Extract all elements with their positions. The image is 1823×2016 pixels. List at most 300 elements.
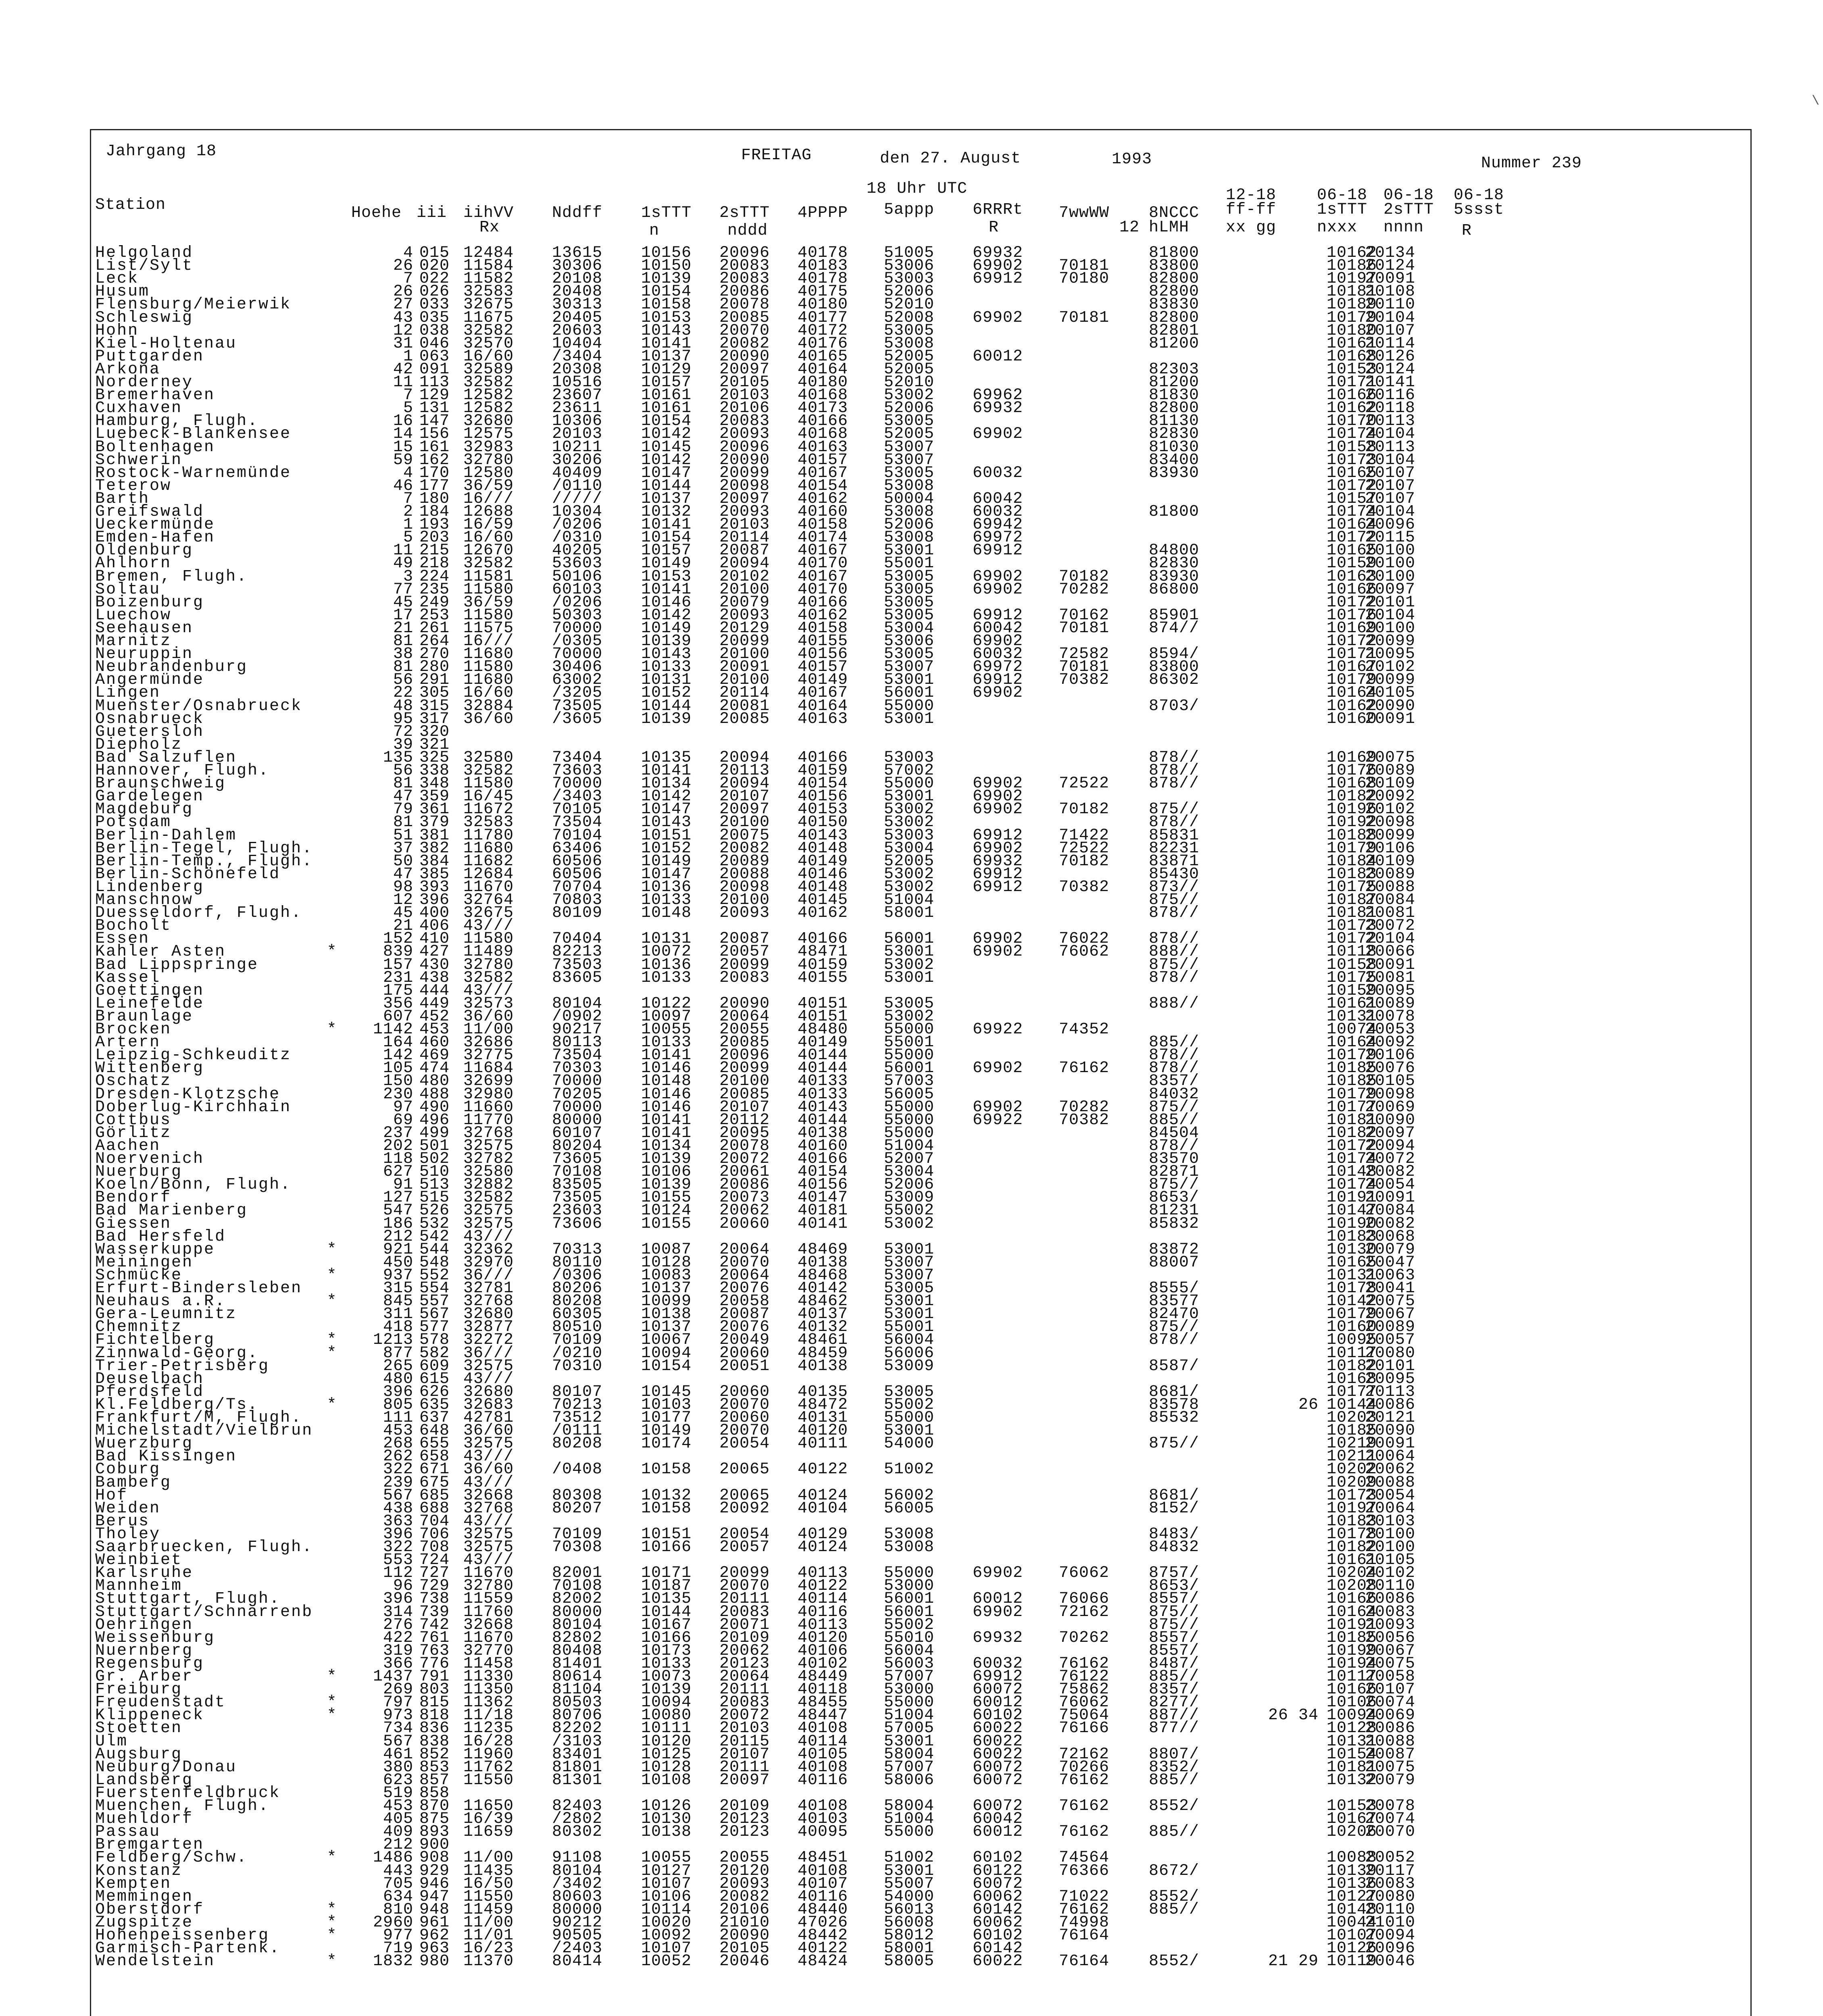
- synop-group-2: 13615: [552, 244, 603, 262]
- synop-group-1: 32575: [463, 1525, 514, 1543]
- station-number: 626: [419, 1383, 450, 1401]
- synop-group-2: 70205: [552, 1085, 603, 1104]
- col-station: Station: [95, 196, 166, 214]
- synop-group-1: 12580: [463, 464, 514, 482]
- synop-group-5: 40183: [798, 257, 848, 275]
- synop-group-2: 80706: [552, 1706, 603, 1725]
- synop-group-2: 70303: [552, 1059, 603, 1078]
- station-height: 127: [383, 1189, 413, 1207]
- synop-group-11: 10171: [1327, 645, 1377, 664]
- synop-group-7: 69912: [973, 606, 1023, 625]
- synop-group-12: 20097: [1365, 580, 1416, 599]
- synop-group-7: 69972: [973, 529, 1023, 547]
- synop-group-12: 20088: [1365, 1473, 1416, 1492]
- station-name: Flensburg/Meierwik: [95, 296, 292, 314]
- synop-group-12: 20103: [1365, 1512, 1416, 1531]
- station-name: Berlin-Temp., Flugh.: [95, 852, 313, 871]
- jahrgang-label: Jahrgang 18: [106, 142, 217, 160]
- synop-group-9: 84032: [1149, 1085, 1200, 1104]
- synop-group-7: 60032: [973, 503, 1023, 521]
- synop-group-6: 57005: [884, 1719, 935, 1738]
- synop-group-6: 51004: [884, 891, 935, 909]
- station-number: 609: [419, 1357, 450, 1375]
- synop-group-3: 10133: [641, 968, 692, 987]
- synop-group-3: 10073: [641, 1668, 692, 1686]
- synop-group-3: 10087: [641, 1240, 692, 1259]
- station-number: 685: [419, 1486, 450, 1505]
- synop-group-12: 20078: [1365, 1797, 1416, 1815]
- table-row: [0, 1357, 1823, 1375]
- station-name: Dresden-Klotzsche: [95, 1085, 281, 1104]
- synop-group-5: 40116: [798, 1887, 848, 1906]
- station-name: Artern: [95, 1033, 161, 1052]
- synop-group-2: 40409: [552, 464, 603, 482]
- station-name: Garmisch-Partenk.: [95, 1939, 281, 1958]
- synop-group-11: 10127: [1327, 1887, 1377, 1906]
- station-number: 875: [419, 1810, 450, 1829]
- synop-group-5: 40095: [798, 1823, 848, 1841]
- synop-group-1: 11/00: [463, 1849, 514, 1867]
- synop-group-6: 55000: [884, 775, 935, 793]
- station-number: 671: [419, 1460, 450, 1479]
- synop-group-8: 76166: [1059, 1719, 1110, 1738]
- station-name: Bad Kissingen: [95, 1447, 237, 1466]
- synop-group-8: 70282: [1059, 1098, 1110, 1116]
- station-name: Hohenpeissenberg: [95, 1926, 270, 1945]
- synop-group-11: 10190: [1327, 1214, 1377, 1233]
- synop-group-7: 69912: [973, 541, 1023, 560]
- synop-group-2: 73505: [552, 1189, 603, 1207]
- synop-group-2: 80510: [552, 1318, 603, 1337]
- synop-group-3: 10149: [641, 852, 692, 871]
- station-height: 396: [383, 1525, 413, 1543]
- synop-group-1: 11489: [463, 943, 514, 961]
- synop-group-7: 60012: [973, 1823, 1023, 1841]
- synop-group-11: 10182: [1327, 1124, 1377, 1142]
- synop-group-11: 10164: [1327, 1603, 1377, 1621]
- station-number: 542: [419, 1227, 450, 1246]
- station-height: 311: [383, 1305, 413, 1324]
- station-number: 046: [419, 334, 450, 353]
- synop-group-7: 69902: [973, 308, 1023, 327]
- synop-group-6: 51002: [884, 1849, 935, 1867]
- synop-group-10: 26 34: [1268, 1706, 1319, 1725]
- station-number: 577: [419, 1318, 450, 1337]
- synop-group-2: 80308: [552, 1486, 603, 1505]
- synop-group-7: 60022: [973, 1745, 1023, 1764]
- synop-group-3: 10156: [641, 244, 692, 262]
- synop-group-1: 32764: [463, 891, 514, 909]
- synop-group-5: 40180: [798, 373, 848, 392]
- synop-group-12: 20104: [1365, 930, 1416, 948]
- synop-group-12: 20072: [1365, 1150, 1416, 1168]
- synop-group-5: 40138: [798, 1357, 848, 1375]
- station-number: 791: [419, 1668, 450, 1686]
- synop-group-7: 60012: [973, 1693, 1023, 1712]
- station-number: 361: [419, 800, 450, 819]
- synop-group-7: 60032: [973, 1654, 1023, 1673]
- synop-group-12: 20108: [1365, 283, 1416, 301]
- station-number: 818: [419, 1706, 450, 1725]
- synop-group-11: 10187: [1327, 891, 1377, 909]
- synop-group-9: 873//: [1149, 878, 1200, 896]
- synop-group-6: 55007: [884, 1874, 935, 1893]
- station-height: 937: [383, 1266, 413, 1285]
- synop-group-11: 10117: [1327, 1344, 1377, 1362]
- synop-group-8: 76162: [1059, 1059, 1110, 1078]
- synop-group-2: 80204: [552, 1137, 603, 1155]
- synop-group-2: 90505: [552, 1926, 603, 1945]
- synop-group-6: 51005: [884, 244, 935, 262]
- synop-group-7: 69902: [973, 1564, 1023, 1583]
- station-height: 111: [383, 1409, 413, 1427]
- synop-group-3: 10141: [641, 580, 692, 599]
- synop-group-1: 11581: [463, 567, 514, 586]
- synop-group-3: 10177: [641, 1409, 692, 1427]
- synop-group-12: 20126: [1365, 347, 1416, 366]
- station-name: Zinnwald-Georg.: [95, 1344, 259, 1362]
- station-number: 177: [419, 477, 450, 495]
- synop-group-1: 32582: [463, 968, 514, 987]
- synop-group-8: 70182: [1059, 567, 1110, 586]
- synop-group-4: 20106: [719, 1900, 770, 1919]
- synop-group-12: 20095: [1365, 981, 1416, 1000]
- synop-group-12: 20092: [1365, 787, 1416, 806]
- station-number: 554: [419, 1279, 450, 1297]
- station-height: 135: [383, 748, 413, 767]
- synop-group-1: 32582: [463, 554, 514, 573]
- synop-group-5: 48447: [798, 1706, 848, 1725]
- station-number: 803: [419, 1681, 450, 1699]
- station-name: Guetersloh: [95, 723, 204, 741]
- synop-group-3: 10127: [641, 1862, 692, 1880]
- station-number: 499: [419, 1124, 450, 1142]
- synop-group-6: 53006: [884, 257, 935, 275]
- synop-group-12: 20083: [1365, 1874, 1416, 1893]
- synop-group-2: 82202: [552, 1719, 603, 1738]
- synop-group-12: 20074: [1365, 1810, 1416, 1829]
- synop-group-4: 20103: [719, 1719, 770, 1738]
- table-row: [0, 710, 1823, 728]
- synop-group-11: 10117: [1327, 1668, 1377, 1686]
- synop-group-5: 40113: [798, 1564, 848, 1583]
- synop-group-5: 40174: [798, 529, 848, 547]
- synop-group-11: 10174: [1327, 1176, 1377, 1194]
- col-06-18-1sttt: 1sTTT: [1317, 201, 1368, 219]
- synop-group-8: 72582: [1059, 645, 1110, 664]
- station-height: 38: [393, 645, 413, 664]
- col-06-18-1sttt-sub: nxxx: [1317, 219, 1358, 237]
- synop-group-5: 40149: [798, 1033, 848, 1052]
- synop-group-3: 10139: [641, 632, 692, 650]
- synop-group-1: 32668: [463, 1616, 514, 1634]
- synop-group-1: 36/59: [463, 477, 514, 495]
- station-name: Cuxhaven: [95, 399, 183, 418]
- synop-group-2: 91108: [552, 1849, 603, 1867]
- station-number: 615: [419, 1370, 450, 1388]
- synop-group-3: 10094: [641, 1693, 692, 1712]
- synop-group-7: 60142: [973, 1939, 1023, 1958]
- synop-group-1: 32780: [463, 956, 514, 974]
- synop-group-11: 10219: [1327, 1435, 1377, 1453]
- synop-group-12: 20089: [1365, 994, 1416, 1013]
- synop-group-5: 40170: [798, 554, 848, 573]
- synop-group-11: 10174: [1327, 1150, 1377, 1168]
- synop-group-3: 10107: [641, 1874, 692, 1893]
- synop-group-5: 40181: [798, 1202, 848, 1220]
- synop-group-4: 20082: [719, 839, 770, 858]
- synop-group-1: 36/60: [463, 710, 514, 728]
- synop-group-6: 56001: [884, 1590, 935, 1608]
- synop-group-6: 55000: [884, 1564, 935, 1583]
- station-number: 815: [419, 1693, 450, 1712]
- table-row: [0, 1823, 1823, 1841]
- synop-group-12: 20076: [1365, 1059, 1416, 1078]
- station-height: 230: [383, 1085, 413, 1104]
- synop-group-8: 75862: [1059, 1681, 1110, 1699]
- synop-group-5: 48451: [798, 1849, 848, 1867]
- synop-group-9: 83577: [1149, 1292, 1200, 1311]
- station-number: 325: [419, 748, 450, 767]
- synop-group-8: 72522: [1059, 839, 1110, 858]
- synop-group-9: 874//: [1149, 619, 1200, 637]
- station-name: Oschatz: [95, 1072, 172, 1091]
- synop-group-7: 69902: [973, 257, 1023, 275]
- station-height: 81: [393, 775, 413, 793]
- station-number: 548: [419, 1253, 450, 1272]
- synop-group-4: 20089: [719, 852, 770, 871]
- synop-group-6: 52006: [884, 1176, 935, 1194]
- synop-group-3: 10134: [641, 775, 692, 793]
- station-number: 501: [419, 1137, 450, 1155]
- synop-group-5: 40151: [798, 994, 848, 1013]
- synop-group-5: 40154: [798, 477, 848, 495]
- synop-group-7: 60102: [973, 1849, 1023, 1867]
- synop-group-7: 60012: [973, 347, 1023, 366]
- synop-group-9: 875//: [1149, 956, 1200, 974]
- synop-group-4: 20090: [719, 347, 770, 366]
- station-name: Weiden: [95, 1499, 161, 1518]
- synop-group-1: 32580: [463, 1163, 514, 1181]
- synop-group-6: 53002: [884, 1007, 935, 1026]
- synop-group-4: 20106: [719, 399, 770, 418]
- synop-group-6: 56013: [884, 1900, 935, 1919]
- station-height: 15: [393, 438, 413, 456]
- synop-group-2: 70803: [552, 891, 603, 909]
- station-number: 513: [419, 1176, 450, 1194]
- synop-group-3: 10152: [641, 839, 692, 858]
- station-number: 315: [419, 697, 450, 715]
- synop-group-9: 885//: [1149, 1668, 1200, 1686]
- synop-group-9: 878//: [1149, 1137, 1200, 1155]
- synop-group-9: 83578: [1149, 1395, 1200, 1414]
- synop-group-1: 16/60: [463, 347, 514, 366]
- synop-group-9: 8557/: [1149, 1590, 1200, 1608]
- synop-group-5: 40156: [798, 645, 848, 664]
- synop-group-6: 53001: [884, 1240, 935, 1259]
- synop-group-12: 21010: [1365, 1913, 1416, 1932]
- synop-group-6: 53000: [884, 1681, 935, 1699]
- synop-group-6: 51004: [884, 1137, 935, 1155]
- synop-group-3: 10173: [641, 1641, 692, 1660]
- synop-group-4: 20082: [719, 334, 770, 353]
- synop-group-1: 12484: [463, 244, 514, 262]
- station-number: 184: [419, 503, 450, 521]
- synop-group-12: 20104: [1365, 308, 1416, 327]
- synop-group-3: 10144: [641, 1603, 692, 1621]
- station-number: 980: [419, 1952, 450, 1971]
- station-name: Passau: [95, 1823, 161, 1841]
- synop-group-6: 53001: [884, 943, 935, 961]
- station-number: 382: [419, 839, 450, 858]
- synop-group-7: 60072: [973, 1758, 1023, 1776]
- synop-group-1: 32582: [463, 321, 514, 340]
- synop-group-4: 20079: [719, 593, 770, 612]
- synop-group-9: 83930: [1149, 567, 1200, 586]
- station-number: 727: [419, 1564, 450, 1583]
- synop-group-3: 10134: [641, 1137, 692, 1155]
- synop-group-5: 40167: [798, 684, 848, 702]
- synop-group-4: 20096: [719, 244, 770, 262]
- synop-group-7: 69902: [973, 775, 1023, 793]
- synop-group-9: 82800: [1149, 308, 1200, 327]
- synop-group-5: 48472: [798, 1395, 848, 1414]
- synop-group-9: 8653/: [1149, 1189, 1200, 1207]
- synop-group-6: 56001: [884, 930, 935, 948]
- synop-group-11: 10181: [1327, 1111, 1377, 1129]
- synop-group-6: 58001: [884, 1939, 935, 1958]
- synop-group-4: 20099: [719, 464, 770, 482]
- synop-group-4: 20093: [719, 1874, 770, 1893]
- synop-group-6: 56005: [884, 1499, 935, 1518]
- synop-group-9: 82871: [1149, 1163, 1200, 1181]
- synop-group-1: 11580: [463, 606, 514, 625]
- synop-group-9: 888//: [1149, 994, 1200, 1013]
- synop-group-2: 80414: [552, 1952, 603, 1971]
- synop-group-4: 20103: [719, 516, 770, 534]
- synop-group-2: /0902: [552, 1007, 603, 1026]
- synop-group-1: 32675: [463, 296, 514, 314]
- synop-group-4: 20051: [719, 1357, 770, 1375]
- synop-group-1: 11650: [463, 1797, 514, 1815]
- station-height: 319: [383, 1641, 413, 1660]
- synop-group-12: 20075: [1365, 1292, 1416, 1311]
- synop-group-1: 32570: [463, 334, 514, 353]
- synop-group-3: 10149: [641, 554, 692, 573]
- synop-group-5: 40108: [798, 1758, 848, 1776]
- station-height: 27: [393, 296, 413, 314]
- synop-group-11: 10158: [1327, 956, 1377, 974]
- synop-group-7: 60042: [973, 619, 1023, 637]
- synop-group-12: 20056: [1365, 1629, 1416, 1647]
- station-name: Oberstdorf: [95, 1900, 204, 1919]
- station-number: 338: [419, 762, 450, 780]
- synop-group-4: 20094: [719, 775, 770, 793]
- synop-group-2: 70000: [552, 645, 603, 664]
- synop-group-2: 80000: [552, 1900, 603, 1919]
- synop-group-3: 10155: [641, 1189, 692, 1207]
- synop-group-11: 10161: [1327, 334, 1377, 353]
- synop-group-1: 16///: [463, 632, 514, 650]
- synop-group-4: 20064: [719, 1266, 770, 1285]
- station-name: Koeln/Bonn, Flugh.: [95, 1176, 292, 1194]
- synop-group-12: 20117: [1365, 1862, 1416, 1880]
- synop-group-6: 58004: [884, 1797, 935, 1815]
- station-height: 22: [393, 684, 413, 702]
- station-number: 438: [419, 968, 450, 987]
- synop-group-1: 12582: [463, 386, 514, 405]
- synop-group-2: 80302: [552, 1823, 603, 1841]
- synop-group-12: 20113: [1365, 438, 1416, 456]
- station-height: 380: [383, 1758, 413, 1776]
- synop-group-6: 53005: [884, 412, 935, 431]
- synop-group-4: 20082: [719, 1887, 770, 1906]
- synop-group-5: 40149: [798, 852, 848, 871]
- synop-group-12: 20092: [1365, 1033, 1416, 1052]
- synop-group-6: 53008: [884, 1525, 935, 1543]
- synop-group-4: 20112: [719, 1111, 770, 1129]
- synop-group-2: 60107: [552, 1124, 603, 1142]
- synop-group-3: 10167: [641, 1616, 692, 1634]
- synop-group-4: 20064: [719, 1668, 770, 1686]
- synop-group-3: 10151: [641, 826, 692, 845]
- synop-group-12: 20064: [1365, 1447, 1416, 1466]
- synop-group-5: 48449: [798, 1668, 848, 1686]
- synop-group-11: 10208: [1327, 1577, 1377, 1595]
- station-number: 033: [419, 296, 450, 314]
- synop-group-5: 40114: [798, 1590, 848, 1608]
- station-name: Luebeck-Blankensee: [95, 425, 292, 444]
- synop-group-12: 20124: [1365, 257, 1416, 275]
- station-number: 427: [419, 943, 450, 961]
- synop-group-11: 10167: [1327, 1810, 1377, 1829]
- station-name: Kl.Feldberg/Ts.: [95, 1395, 259, 1414]
- synop-group-4: 20096: [719, 1046, 770, 1065]
- station-number: 469: [419, 1046, 450, 1065]
- synop-group-4: 20060: [719, 1344, 770, 1362]
- station-number: 348: [419, 775, 450, 793]
- station-name: Angermünde: [95, 671, 204, 689]
- col-ff: ff-ff: [1226, 201, 1277, 219]
- synop-group-9: 8487/: [1149, 1654, 1200, 1673]
- synop-group-11: 10177: [1327, 1098, 1377, 1116]
- synop-group-3: 10094: [641, 1344, 692, 1362]
- synop-group-12: 20107: [1365, 489, 1416, 508]
- synop-group-5: 40102: [798, 1654, 848, 1673]
- synop-group-8: 70382: [1059, 671, 1110, 689]
- synop-group-6: 53005: [884, 464, 935, 482]
- synop-group-5: 48469: [798, 1240, 848, 1259]
- mountain-station-mark: *: [327, 1020, 337, 1039]
- station-height: 59: [393, 451, 413, 469]
- synop-group-3: 10143: [641, 645, 692, 664]
- synop-group-2: 10516: [552, 373, 603, 392]
- station-number: 385: [419, 865, 450, 883]
- synop-group-12: 20116: [1365, 386, 1416, 405]
- synop-group-4: 20072: [719, 1150, 770, 1168]
- synop-group-11: 10166: [1327, 386, 1377, 405]
- synop-group-11: 10131: [1327, 1266, 1377, 1285]
- synop-group-12: 20091: [1365, 956, 1416, 974]
- station-number: 582: [419, 1344, 450, 1362]
- synop-group-12: 20080: [1365, 1344, 1416, 1362]
- synop-group-6: 53001: [884, 541, 935, 560]
- synop-group-5: 40167: [798, 567, 848, 586]
- station-name: Kahler Asten: [95, 943, 226, 961]
- synop-group-4: 20097: [719, 360, 770, 379]
- synop-group-1: 32686: [463, 1033, 514, 1052]
- synop-group-6: 57003: [884, 1072, 935, 1091]
